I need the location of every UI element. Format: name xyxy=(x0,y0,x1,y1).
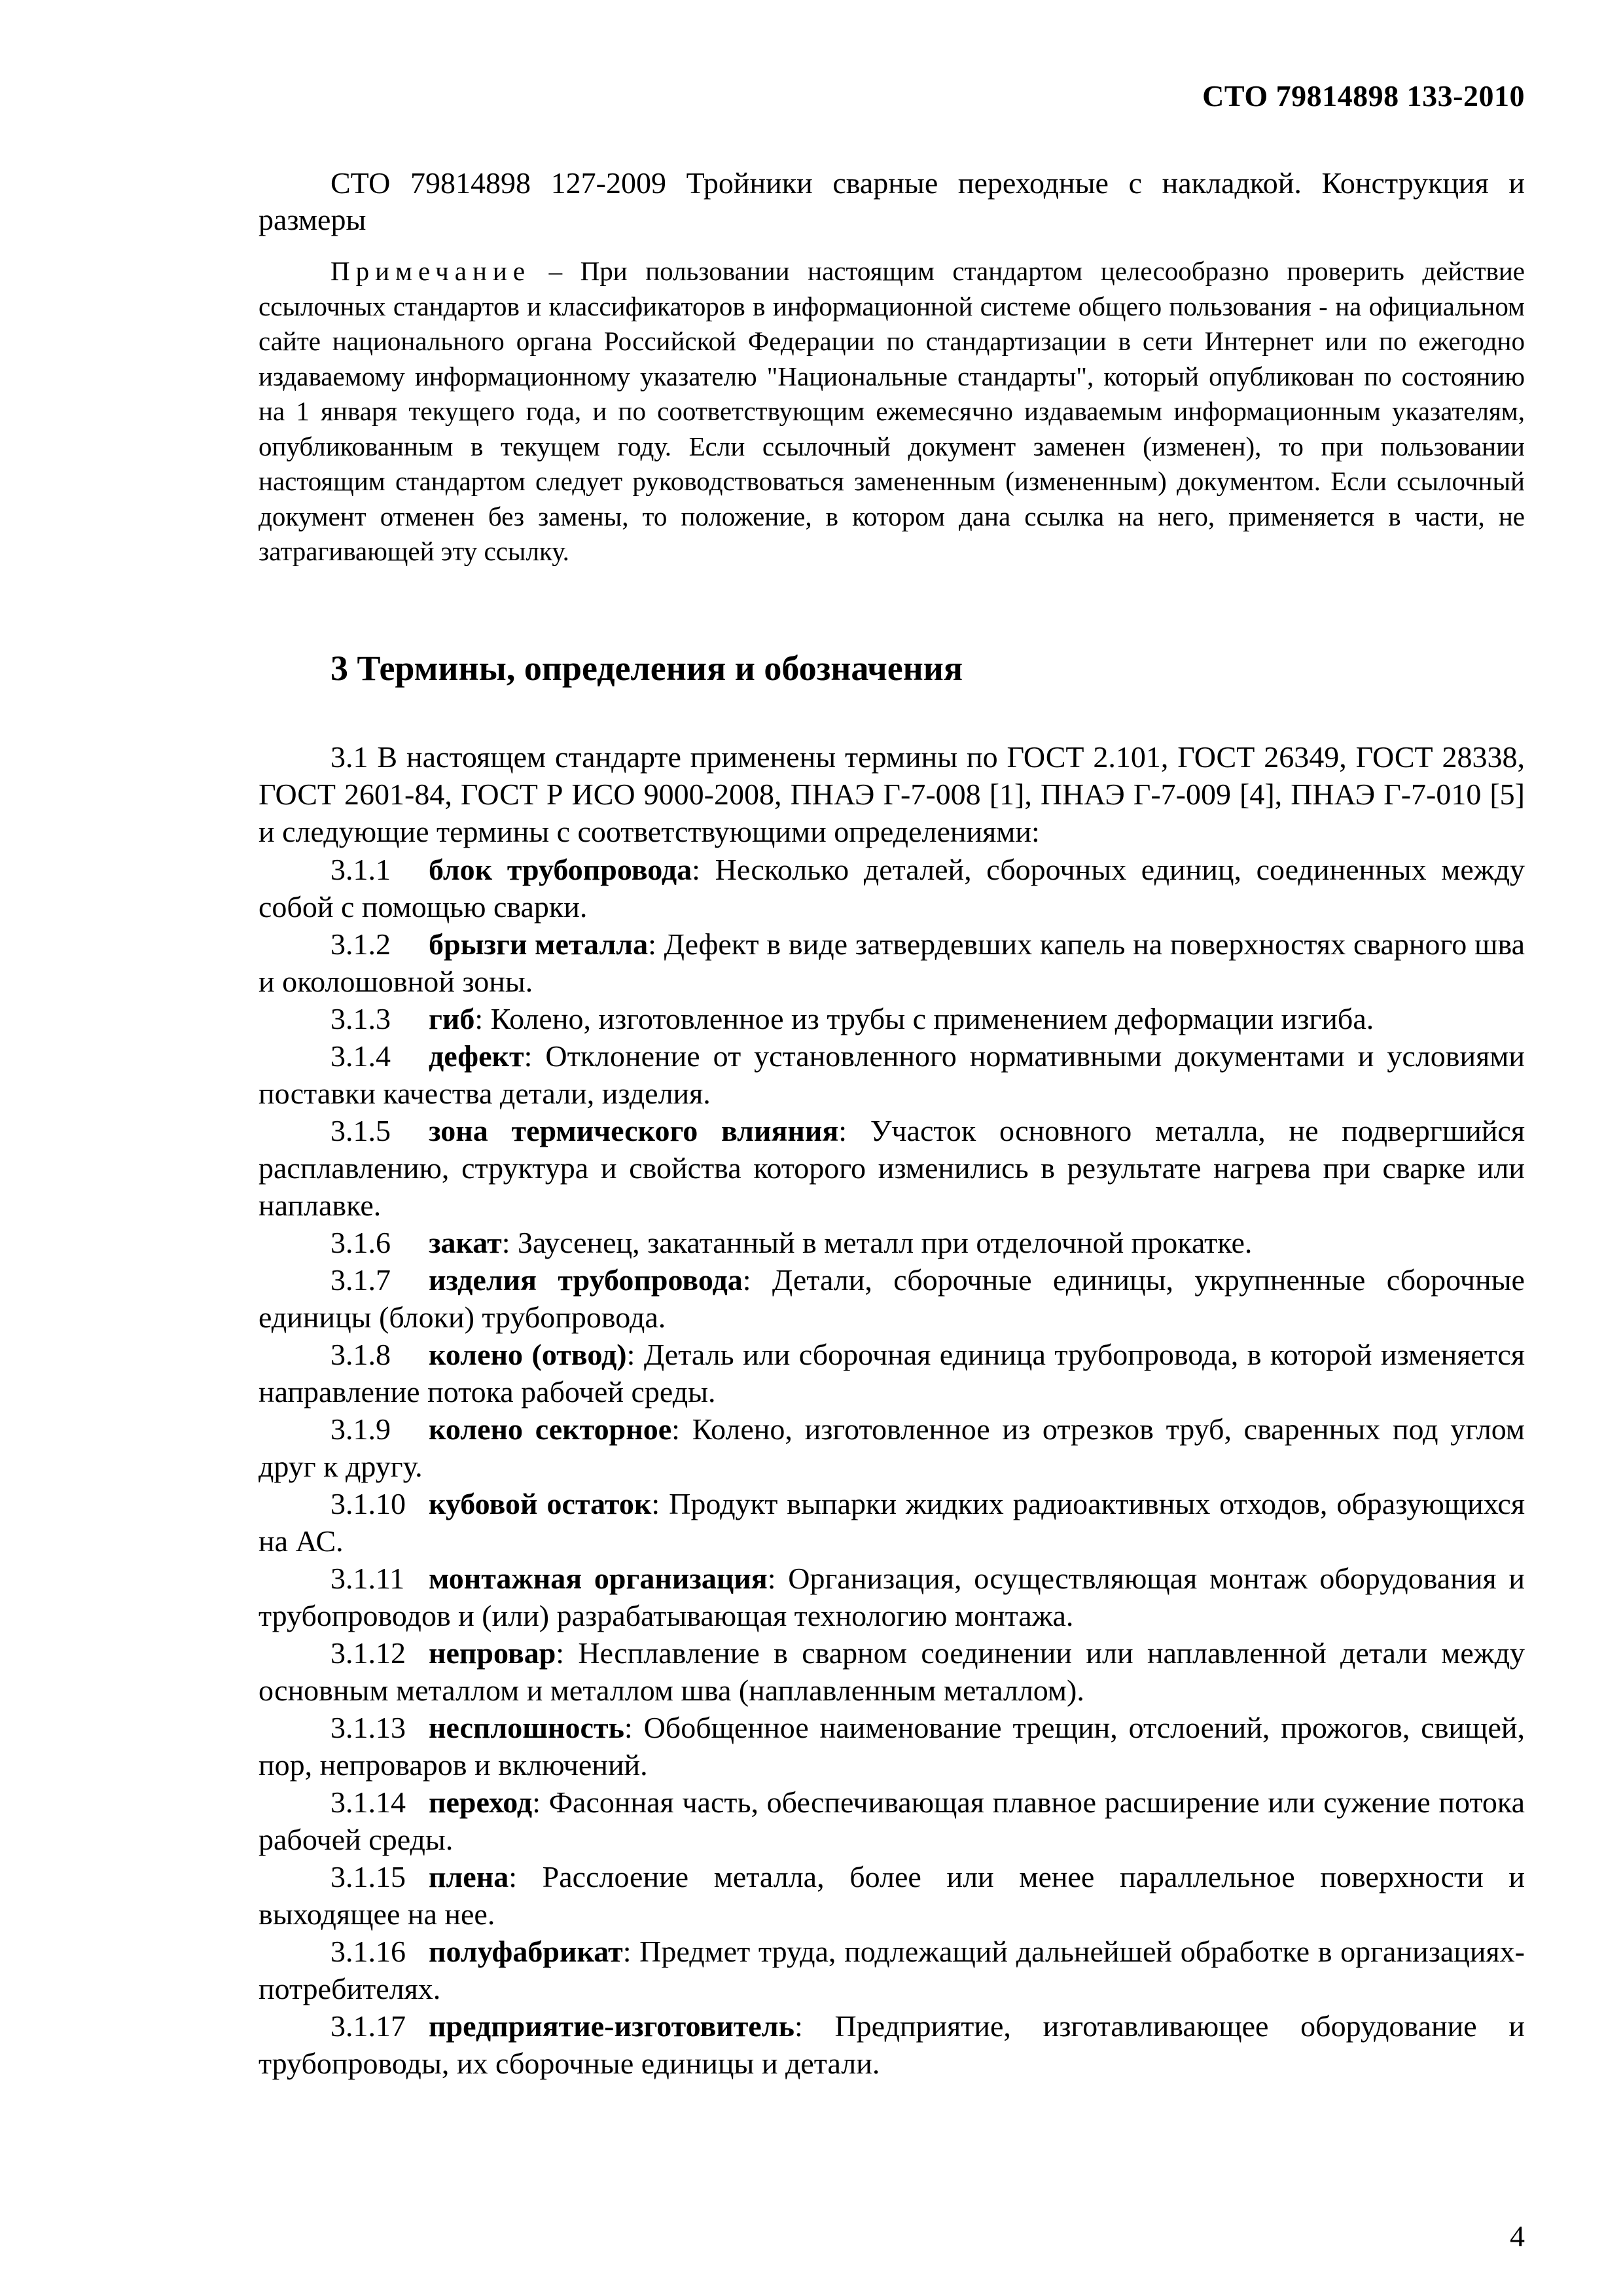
term-number: 3.1.10 xyxy=(330,1487,406,1520)
term-definition: : Расслоение металла, более или менее параллельное поверхности и выходящее на нее. xyxy=(259,1860,1525,1931)
term-number: 3.1.15 xyxy=(330,1860,406,1893)
term-name: брызги металла xyxy=(429,927,649,961)
term-name: гиб xyxy=(429,1002,475,1035)
term-entry xyxy=(259,1709,1525,1784)
term-number: 3.1.11 xyxy=(330,1562,405,1595)
term-definition: : Колено, изготовленное из трубы с применением деформации изгиба. xyxy=(474,1002,1374,1035)
term-entry xyxy=(259,2007,1525,2082)
term-entry xyxy=(259,1485,1525,1560)
term-definition: : Продукт выпарки жидких радиоактивных отходов, образующихся на АС. xyxy=(259,1487,1525,1558)
term-name: колено (отвод) xyxy=(429,1338,627,1371)
term-name: несплошность xyxy=(429,1711,624,1744)
term-name: непровар xyxy=(429,1636,556,1670)
term-definition: : Несплавление в сварном соединении или наплавленной детали между основным металлом и металлом шва (наплавленным металлом). xyxy=(259,1636,1525,1707)
term-entry xyxy=(259,1336,1525,1410)
section-heading: 3 Термины, определения и обозначения xyxy=(330,649,963,688)
term-name: предприятие-изготовитель xyxy=(429,2009,794,2043)
term-name: изделия трубопровода xyxy=(429,1263,743,1297)
term-definition: : Организация, осуществляющая монтаж оборудования и трубопроводов и (или) разрабатывающая технологию монтажа. xyxy=(259,1562,1525,1632)
term-entry xyxy=(259,1634,1525,1709)
term-definition: : Обобщенное наименование трещин, отслоений, прожогов, свищей, пор, непроваров и включений. xyxy=(259,1711,1525,1782)
term-entry xyxy=(259,1933,1525,2007)
term-name: дефект xyxy=(429,1039,524,1073)
document-code-header: СТО 79814898 133-2010 xyxy=(1202,79,1525,113)
note-label: Примечание xyxy=(330,256,531,286)
term-name: переход xyxy=(429,1785,533,1819)
term-number: 3.1.9 xyxy=(330,1412,391,1446)
term-name: кубовой остаток xyxy=(429,1487,652,1520)
term-definition: : Заусенец, закатанный в металл при отделочной прокатке. xyxy=(501,1226,1253,1259)
term-definition: : Колено, изготовленное из отрезков труб, сваренных под углом друг к другу. xyxy=(259,1412,1525,1483)
term-name: плена xyxy=(429,1860,509,1893)
term-definition: : Предмет труда, подлежащий дальнейшей обработке в организациях-потребителях. xyxy=(259,1935,1525,2005)
section-intro-paragraph: 3.1 В настоящем стандарте применены термины по ГОСТ 2.101, ГОСТ 26349, ГОСТ 28338, ГОСТ 2601-84, ГОСТ Р ИСО 9000-2008, ПНАЭ Г-7-008 [1], ПНАЭ Г-7-009 [4], ПНАЭ Г-7-010 [5] и следующие термины с соответствующими определениями: xyxy=(259,740,1525,848)
term-definition: : Деталь или сборочная единица трубопровода, в которой изменяется направление потока рабочей среды. xyxy=(259,1338,1525,1408)
term-entry xyxy=(259,1784,1525,1858)
term-number: 3.1.1 xyxy=(330,853,391,886)
term-definition: : Отклонение от установленного нормативными документами и условиями поставки качества детали, изделия. xyxy=(259,1039,1525,1110)
term-entry xyxy=(259,1858,1525,1933)
terms-list xyxy=(259,851,1525,2082)
reference-standard-paragraph xyxy=(259,165,1525,238)
term-number: 3.1.8 xyxy=(330,1338,391,1371)
term-entry xyxy=(259,1037,1525,1112)
term-entry xyxy=(259,1000,1525,1037)
term-number: 3.1.6 xyxy=(330,1226,391,1259)
note-text: – При пользовании настоящим стандартом целесообразно проверить действие ссылочных стандартов и классификаторов в информационной системе общего пользования - на официальном сайте национального органа Российской Федерации по стандартизации в сети Интернет или по ежегодно издаваемому информационному указателю "Национальные стандарты", который опубликован по состоянию на 1 января текущего года, и по соответствующим ежемесячно издаваемым информационным указателям, опубликованным в текущем году. Если ссылочный документ заменен (изменен), то при пользовании настоящим стандартом следует руководствоваться замененным (измененным) документом. Если ссылочный документ отменен без замены, то положение, в котором дана ссылка на него, применяется в части, не затрагивающей эту ссылку. xyxy=(259,256,1525,566)
term-name: колено секторное xyxy=(429,1412,672,1446)
term-entry xyxy=(259,925,1525,1000)
term-name: закат xyxy=(429,1226,502,1259)
term-entry xyxy=(259,1224,1525,1261)
term-name: монтажная организация xyxy=(429,1562,768,1595)
term-definition: : Участок основного металла, не подвергшийся расплавлению, структура и свойства которого изменились в результате нагрева при сварке или наплавке. xyxy=(259,1114,1525,1222)
term-name: блок трубопровода xyxy=(429,853,692,886)
term-definition: : Дефект в виде затвердевших капель на поверхностях сварного шва и околошовной зоны. xyxy=(259,927,1525,998)
term-number: 3.1.14 xyxy=(330,1785,406,1819)
term-number: 3.1.12 xyxy=(330,1636,406,1670)
page-number: 4 xyxy=(1510,2219,1525,2253)
term-entry xyxy=(259,1410,1525,1485)
note-paragraph xyxy=(259,254,1525,569)
term-number: 3.1.3 xyxy=(330,1002,391,1035)
term-number: 3.1.4 xyxy=(330,1039,391,1073)
term-number: 3.1.5 xyxy=(330,1114,391,1147)
term-number: 3.1.17 xyxy=(330,2009,406,2043)
term-name: зона термического влияния xyxy=(429,1114,839,1147)
term-entry xyxy=(259,1261,1525,1336)
term-entry xyxy=(259,851,1525,925)
term-number: 3.1.7 xyxy=(330,1263,391,1297)
term-definition: : Детали, сборочные единицы, укрупненные сборочные единицы (блоки) трубопровода. xyxy=(259,1263,1525,1334)
term-number: 3.1.13 xyxy=(330,1711,406,1744)
term-definition: : Несколько деталей, сборочных единиц, соединенных между собой с помощью сварки. xyxy=(259,853,1525,924)
term-entry xyxy=(259,1560,1525,1634)
term-number: 3.1.2 xyxy=(330,927,391,961)
term-definition: : Предприятие, изготавливающее оборудование и трубопроводы, их сборочные единицы и детали. xyxy=(259,2009,1525,2080)
reference-standard-text: СТО 79814898 127-2009 Тройники сварные переходные с накладкой. Конструкция и размеры xyxy=(259,166,1525,236)
term-number: 3.1.16 xyxy=(330,1935,406,1968)
term-entry xyxy=(259,1112,1525,1224)
term-name: полуфабрикат xyxy=(429,1935,623,1968)
term-definition: : Фасонная часть, обеспечивающая плавное расширение или сужение потока рабочей среды. xyxy=(259,1785,1525,1856)
